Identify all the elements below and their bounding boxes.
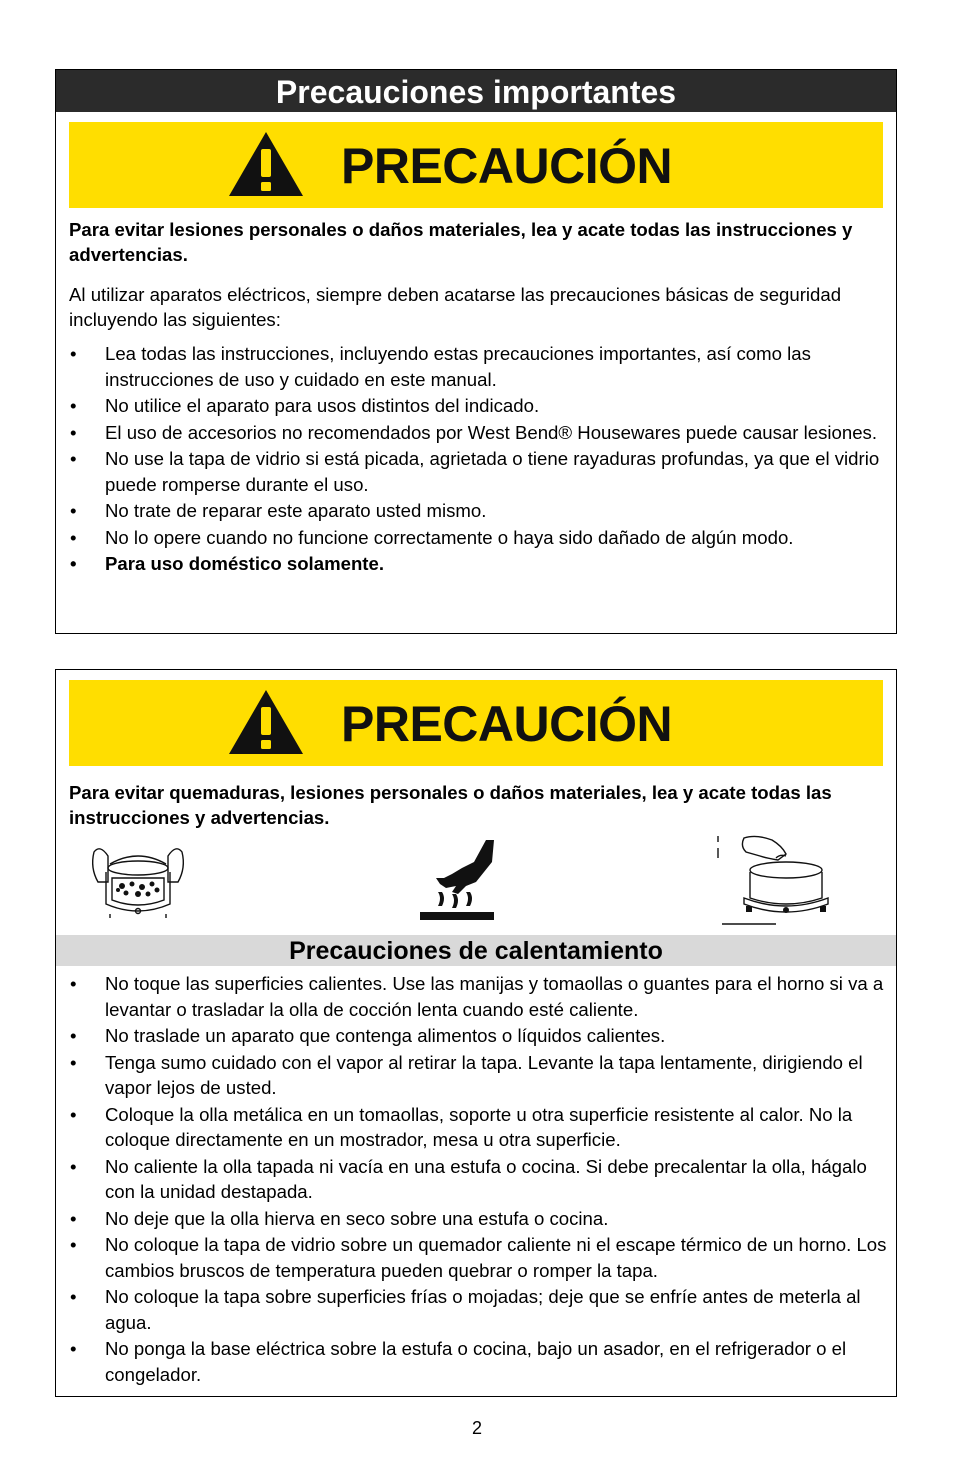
intro-text: Al utilizar aparatos eléctricos, siempre deben acatarse las precauciones básicas de seguridad incluyendo las siguientes: (69, 284, 842, 330)
bullet: • (70, 1207, 77, 1229)
list-item: • No caliente la olla tapada ni vacía en una estufa o cocina. Si debe precalentar la olla, hágalo con la unidad destapada. (70, 1155, 867, 1202)
list-item: • No ponga la base eléctrica sobre la estufa o cocina, bajo un asador, en el refrigerador o el congelador. (70, 1338, 847, 1385)
warning-triangle-icon (226, 687, 306, 757)
list-item: • Lea todas las instrucciones, incluyendo estas precauciones importantes, así como las instrucciones de uso y cuidado en este manual. (70, 343, 811, 390)
heating-precaution-list (69, 971, 891, 1388)
section-subtitle: Precauciones de calentamiento (56, 935, 896, 966)
bullet: • (70, 1155, 77, 1177)
precaution-list (69, 341, 891, 578)
caution-banner (69, 680, 883, 766)
list-item: • El uso de accesorios no recomendados por West Bend® Housewares puede causar lesiones. (69, 420, 891, 446)
list-item: • Tenga sumo cuidado con el vapor al retirar la tapa. Levante la tapa lentamente, dirigiendo el vapor lejos de usted. (70, 1051, 863, 1098)
bullet: • (70, 395, 77, 416)
bullet: • (70, 1286, 77, 1307)
warning-text: Para evitar lesiones personales o daños materiales, lea y acate todas las instrucciones y advertencias. (69, 219, 853, 265)
warning-triangle-icon (226, 129, 306, 199)
hot-surface-icon (416, 838, 496, 922)
section-title: Precauciones importantes (56, 70, 896, 112)
list-item: • No traslade un aparato que contenga alimentos o líquidos calientes. (69, 1023, 891, 1049)
list-item: • No coloque la tapa de vidrio sobre un quemador caliente ni el escape térmico de un horno. Los cambios bruscos de temperatura pueden quebrar o romper la tapa. (70, 1234, 887, 1281)
list-item: • No deje que la olla hierva en seco sobre una estufa o cocina. (69, 1206, 891, 1232)
bullet: • (70, 973, 77, 994)
list-item: • No utilice el aparato para usos distintos del indicado. (69, 393, 891, 419)
bullet: • (70, 553, 77, 574)
bullet: • (70, 526, 77, 548)
bullet: • (70, 1025, 77, 1046)
list-item: • No toque las superficies calientes. Use las manijas y tomaollas o guantes para el horno si va a levantar o trasladar la olla de cocción lenta cuando esté caliente. (70, 973, 884, 1020)
caution-word: PRECAUCIÓN (341, 138, 673, 194)
caution-word: PRECAUCIÓN (341, 696, 673, 752)
bullet: • (70, 1338, 77, 1359)
bullet: • (70, 1103, 77, 1125)
bullet: • (70, 500, 77, 521)
bullet: • (70, 343, 77, 364)
caution-banner (69, 122, 883, 208)
bullet: • (70, 448, 77, 469)
list-item: • No lo opere cuando no funcione correctamente o haya sido dañado de algún modo. (69, 525, 891, 551)
bullet: • (70, 1234, 77, 1255)
list-item: • No use la tapa de vidrio si está picada, agrietada o tiene rayaduras profundas, ya que el vidrio puede romperse durante el uso. (70, 448, 880, 495)
lift-lid-illustration (716, 832, 836, 926)
bullet: • (70, 421, 77, 443)
carry-cooker-illustration (88, 838, 188, 922)
list-item: • Para uso doméstico solamente. (69, 551, 891, 577)
warning-text: Para evitar quemaduras, lesiones personales o daños materiales, lea y acate todas las instrucciones y advertencias. (69, 782, 832, 828)
important-precautions-box (55, 69, 897, 634)
page-number: 2 (471, 1418, 482, 1438)
list-item: • No coloque la tapa sobre superficies frías o mojadas; deje que se enfríe antes de meterla al agua. (70, 1286, 861, 1333)
bullet: • (70, 1051, 77, 1073)
list-item: • No trate de reparar este aparato usted mismo. (69, 498, 891, 524)
list-item: • Coloque la olla metálica en un tomaollas, soporte u otra superficie resistente al calor. No la coloque directamente en un mostrador, mesa u otra superficie. (70, 1103, 853, 1150)
heating-precautions-box (55, 669, 897, 1397)
